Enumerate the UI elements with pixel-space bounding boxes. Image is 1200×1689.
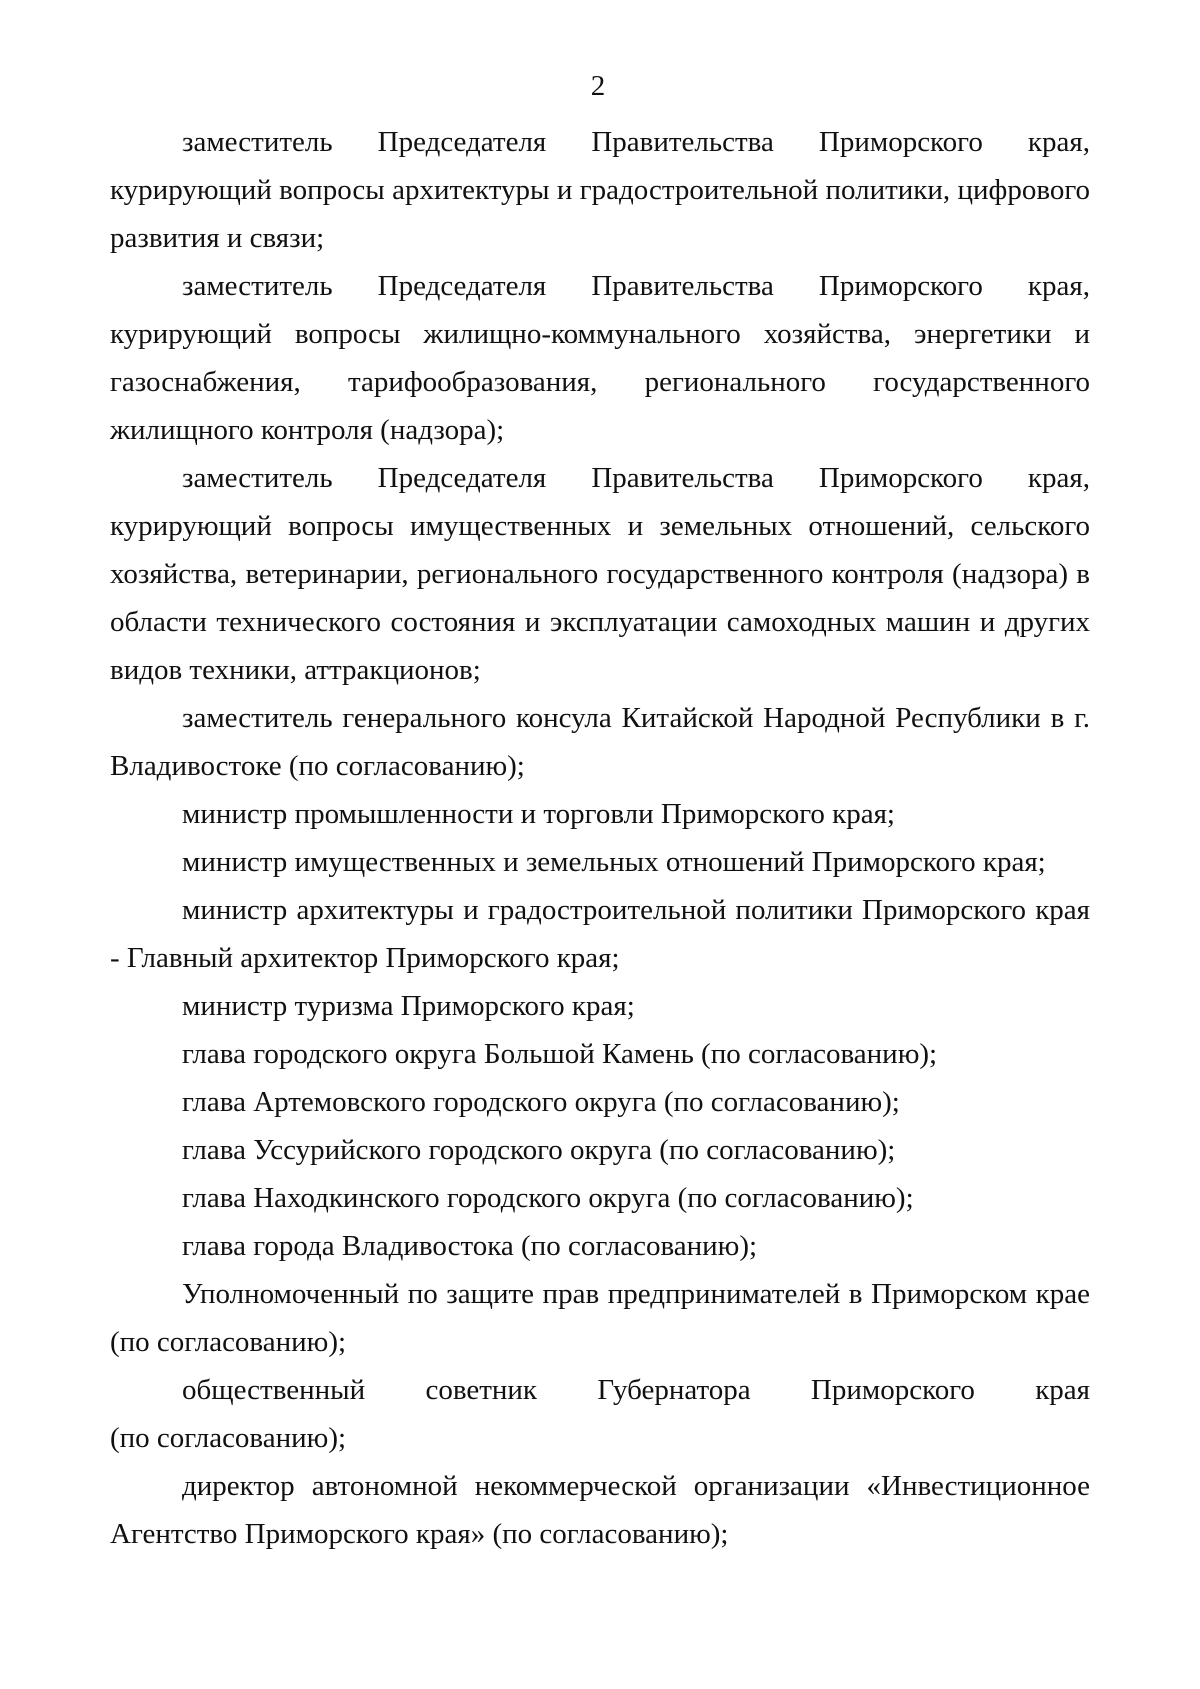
list-item-head-ussuriysk: глава Уссурийского городского округа (по согласованию); bbox=[182, 1134, 896, 1166]
paragraph-line: газоснабжения, тарифообразования, регионального государственного bbox=[110, 366, 1090, 398]
list-item-head-artem: глава Артемовского городского округа (по согласованию); bbox=[182, 1086, 900, 1118]
word: советник bbox=[425, 1374, 538, 1406]
paragraph-line: (по согласованию); bbox=[110, 1422, 347, 1454]
paragraph-line: хозяйства, ветеринарии, регионального государственного контроля (надзора) в bbox=[110, 558, 1090, 590]
list-item-business-ombudsman: Уполномоченный по защите прав предпринимателей в Приморском крае (по согласованию); bbox=[110, 1278, 1090, 1358]
paragraph-line: развития и связи; bbox=[110, 222, 325, 254]
word: края, bbox=[1027, 270, 1090, 302]
document-body bbox=[110, 118, 1090, 1558]
word: Приморского bbox=[818, 126, 983, 158]
word: Губернатора bbox=[597, 1374, 751, 1406]
list-item-consul: заместитель генерального консула Китайской Народной Республики в г. Владивостоке (по согласованию); bbox=[110, 702, 1090, 782]
paragraph-line: видов техники, аттракционов; bbox=[110, 654, 481, 686]
word: Приморского bbox=[810, 1374, 975, 1406]
word: заместитель bbox=[182, 270, 333, 302]
word: заместитель bbox=[182, 462, 333, 494]
paragraph-first-line bbox=[182, 118, 1090, 166]
word: края, bbox=[1027, 126, 1090, 158]
paragraph-line: курирующий вопросы архитектуры и градостроительной политики, цифрового bbox=[110, 174, 1090, 206]
list-item-head-nakhodka: глава Находкинского городского округа (по согласованию); bbox=[182, 1182, 914, 1214]
list-item-minister-architecture: министр архитектуры и градостроительной политики Приморского края - Главный архитектор Приморского края; bbox=[110, 894, 1090, 974]
paragraph-line: области технического состояния и эксплуатации самоходных машин и других bbox=[110, 606, 1090, 638]
paragraph-line: курирующий вопросы жилищно-коммунального хозяйства, энергетики и bbox=[110, 318, 1090, 350]
paragraph-first-line bbox=[182, 262, 1090, 310]
paragraph-line: жилищного контроля (надзора); bbox=[110, 414, 505, 446]
word: Председателя bbox=[377, 270, 547, 302]
list-item-minister-industry: министр промышленности и торговли Приморского края; bbox=[182, 798, 895, 830]
word: края bbox=[1035, 1374, 1090, 1406]
page-number: 2 bbox=[590, 70, 606, 102]
word: края, bbox=[1027, 462, 1090, 494]
list-item-minister-tourism: министр туризма Приморского края; bbox=[182, 990, 635, 1022]
word: общественный bbox=[182, 1374, 366, 1406]
paragraph-first-line bbox=[182, 1366, 1090, 1414]
list-item-investment-agency: директор автономной некоммерческой организации «Инвестиционное Агентство Приморского края» (по согласованию); bbox=[110, 1470, 1090, 1550]
paragraph-deputy-architecture bbox=[110, 118, 1090, 262]
paragraph-line: курирующий вопросы имущественных и земельных отношений, сельского bbox=[110, 510, 1090, 542]
word: Председателя bbox=[377, 462, 547, 494]
paragraph-deputy-property bbox=[110, 454, 1090, 694]
word: Председателя bbox=[377, 126, 547, 158]
paragraph-deputy-housing bbox=[110, 262, 1090, 454]
word: Правительства bbox=[591, 462, 774, 494]
list-item-head-bolshoy-kamen: глава городского округа Большой Камень (по согласованию); bbox=[182, 1038, 938, 1070]
list-item-minister-property: министр имущественных и земельных отношений Приморского края; bbox=[182, 846, 1046, 878]
word: Правительства bbox=[591, 270, 774, 302]
paragraph-first-line bbox=[182, 454, 1090, 502]
list-item-advisor bbox=[110, 1366, 1090, 1462]
list-item-head-vladivostok: глава города Владивостока (по согласованию); bbox=[182, 1230, 758, 1262]
word: Приморского bbox=[818, 462, 983, 494]
word: Правительства bbox=[591, 126, 774, 158]
word: заместитель bbox=[182, 126, 333, 158]
word: Приморского bbox=[818, 270, 983, 302]
